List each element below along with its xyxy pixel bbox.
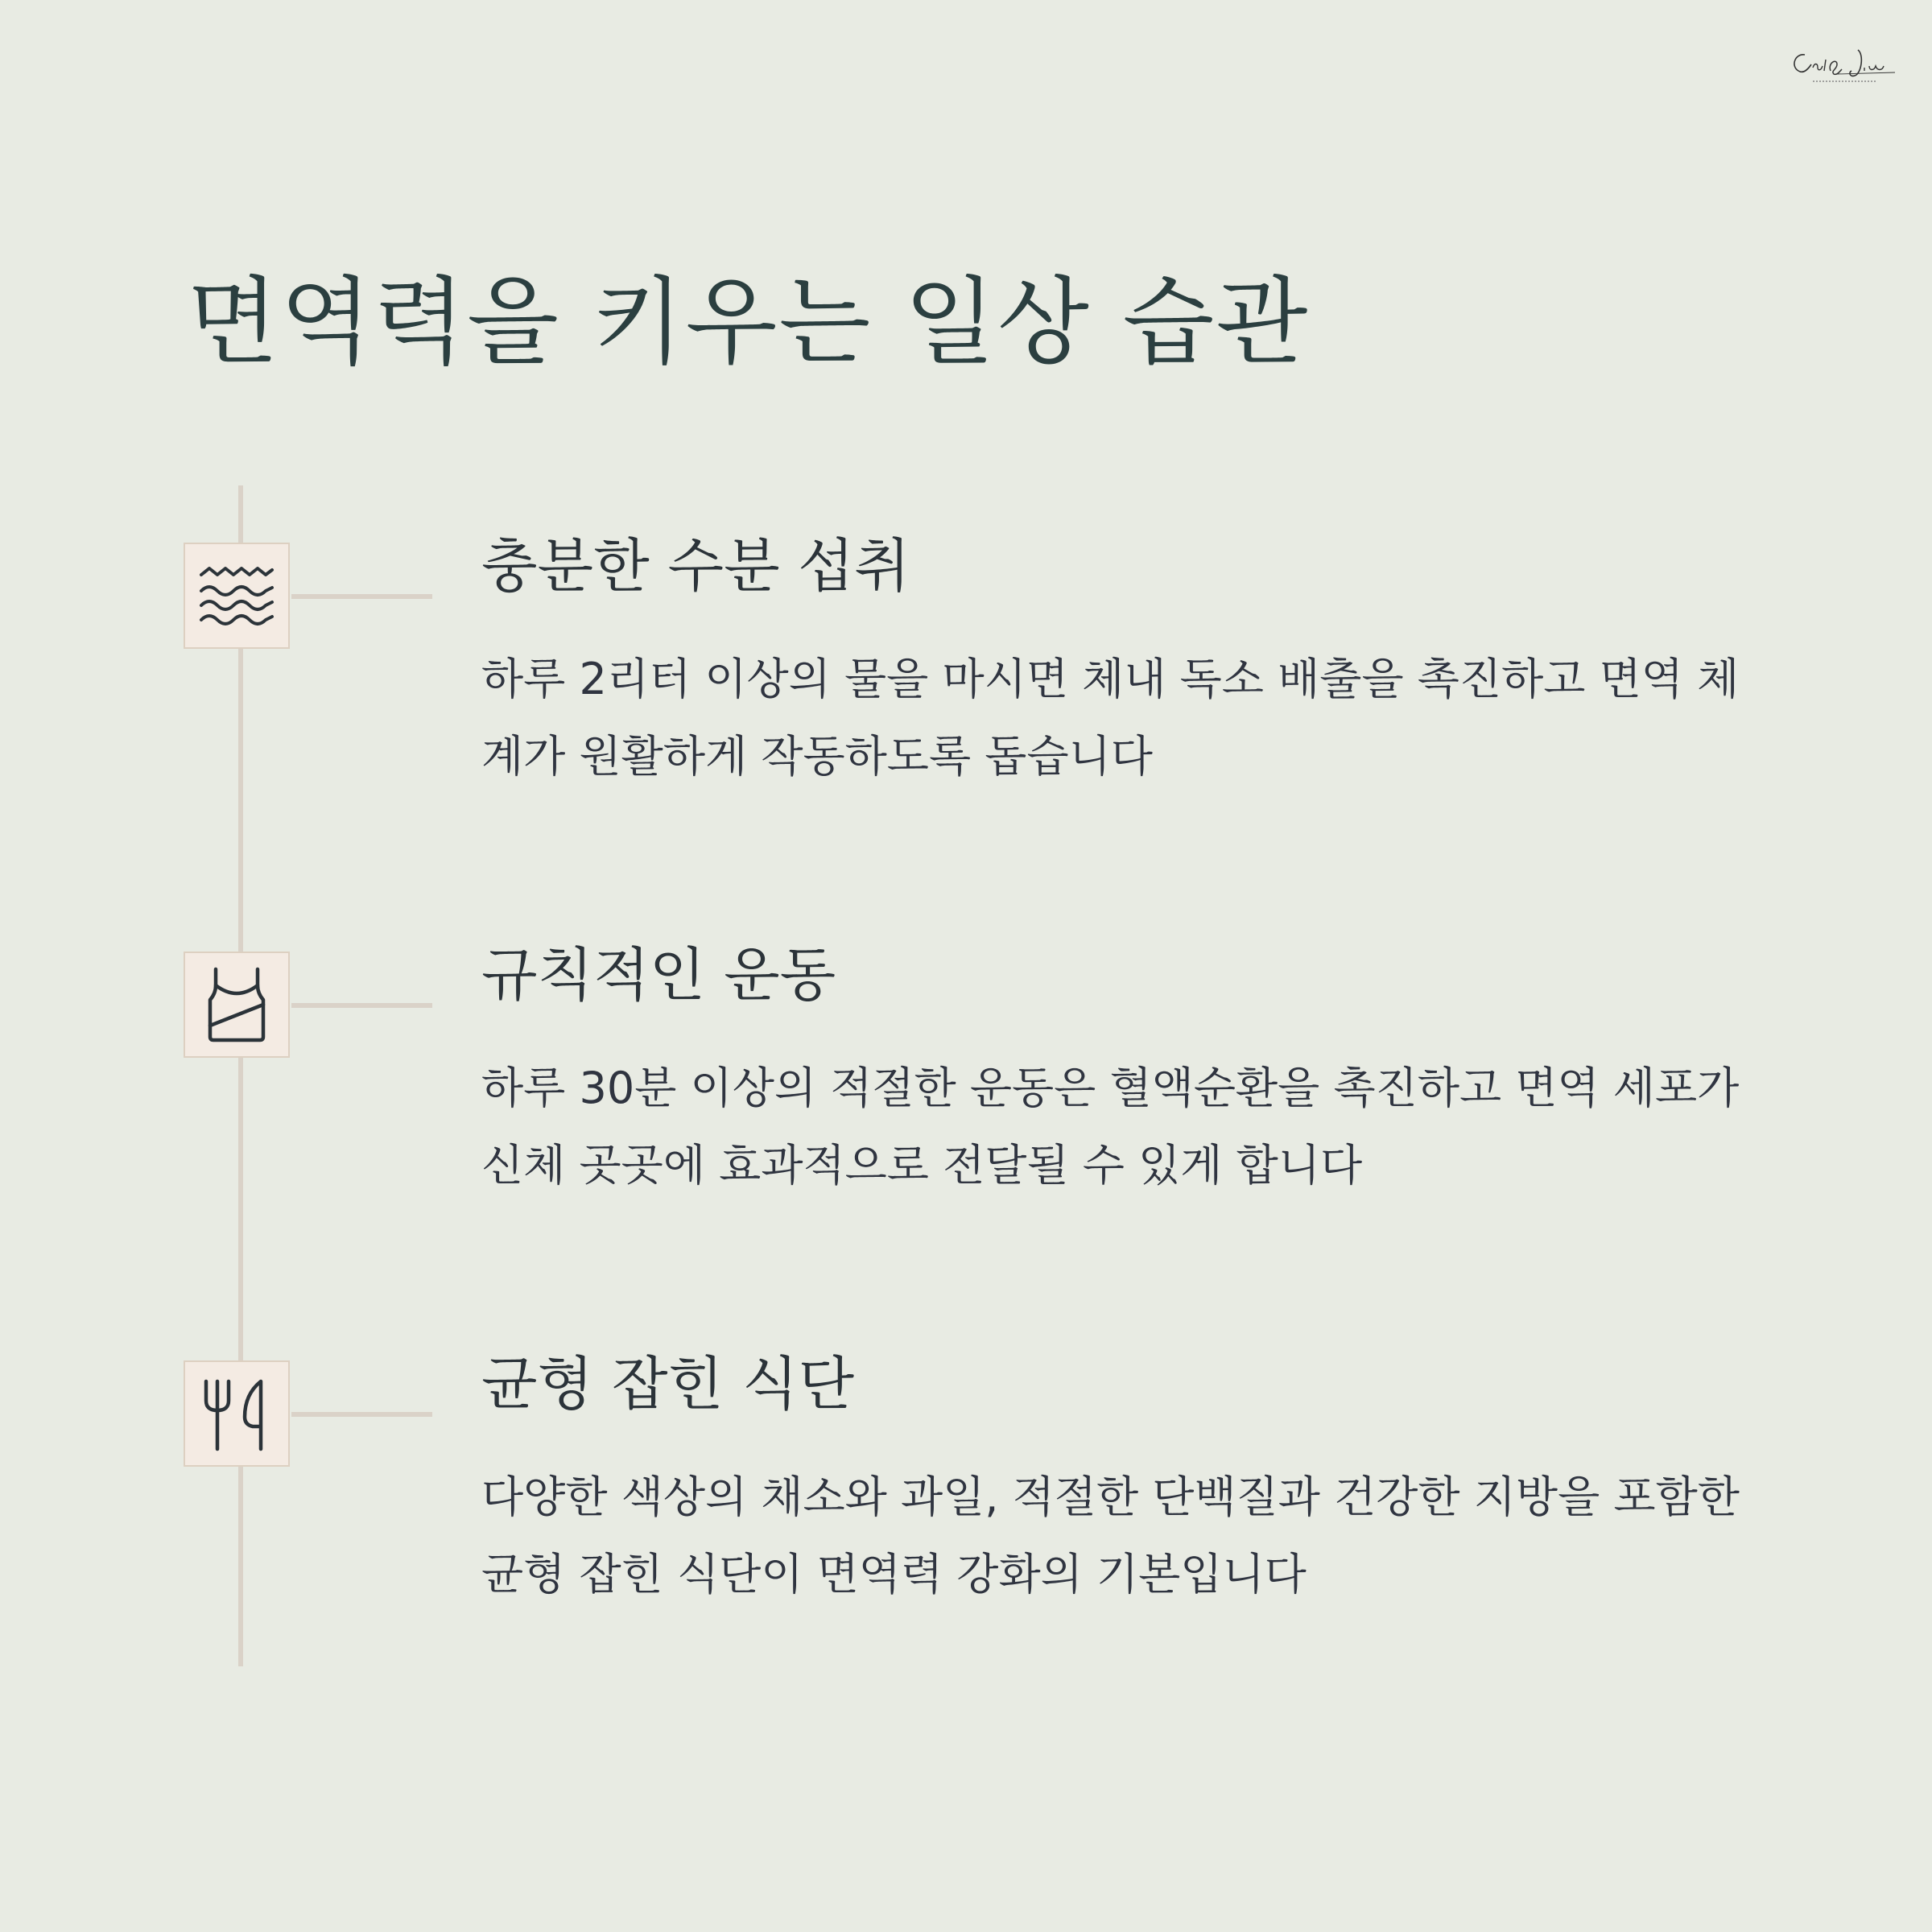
item-description-diet: 다양한 색상의 채소와 과일, 적절한 단백질과 건강한 지방을 포함한 균형 잡힌 식단이 면역력 강화의 기본입니다 xyxy=(481,1472,1740,1600)
timeline-line xyxy=(238,485,243,1666)
exercise-icon-box xyxy=(184,952,290,1058)
item-description-exercise: 하루 30분 이상의 적절한 운동은 혈액순환을 촉진하고 면역 세포가 신체 곳곳에 효과적으로 전달될 수 있게 합니다 xyxy=(481,1063,1740,1191)
brand-logo xyxy=(1781,39,1901,95)
water-waves-icon xyxy=(198,557,275,634)
water-icon-box xyxy=(184,543,290,649)
item-title-diet: 균형 잡힌 식단 xyxy=(481,1350,855,1418)
item-description-water: 하루 2리터 이상의 물을 마시면 체내 독소 배출을 촉진하고 면역 체계가 원활하게 작동하도록 돕습니다 xyxy=(481,654,1740,782)
diet-icon-box xyxy=(184,1360,290,1467)
page-title: 면역력을 키우는 일상 습관 xyxy=(187,266,1310,378)
tank-top-icon xyxy=(198,966,275,1043)
connector-line xyxy=(291,1412,432,1417)
item-title-water: 충분한 수분 섭취 xyxy=(481,532,910,600)
item-title-exercise: 규칙적인 운동 xyxy=(481,941,836,1009)
fork-knife-icon xyxy=(198,1375,275,1452)
connector-line xyxy=(291,594,432,599)
connector-line xyxy=(291,1003,432,1008)
